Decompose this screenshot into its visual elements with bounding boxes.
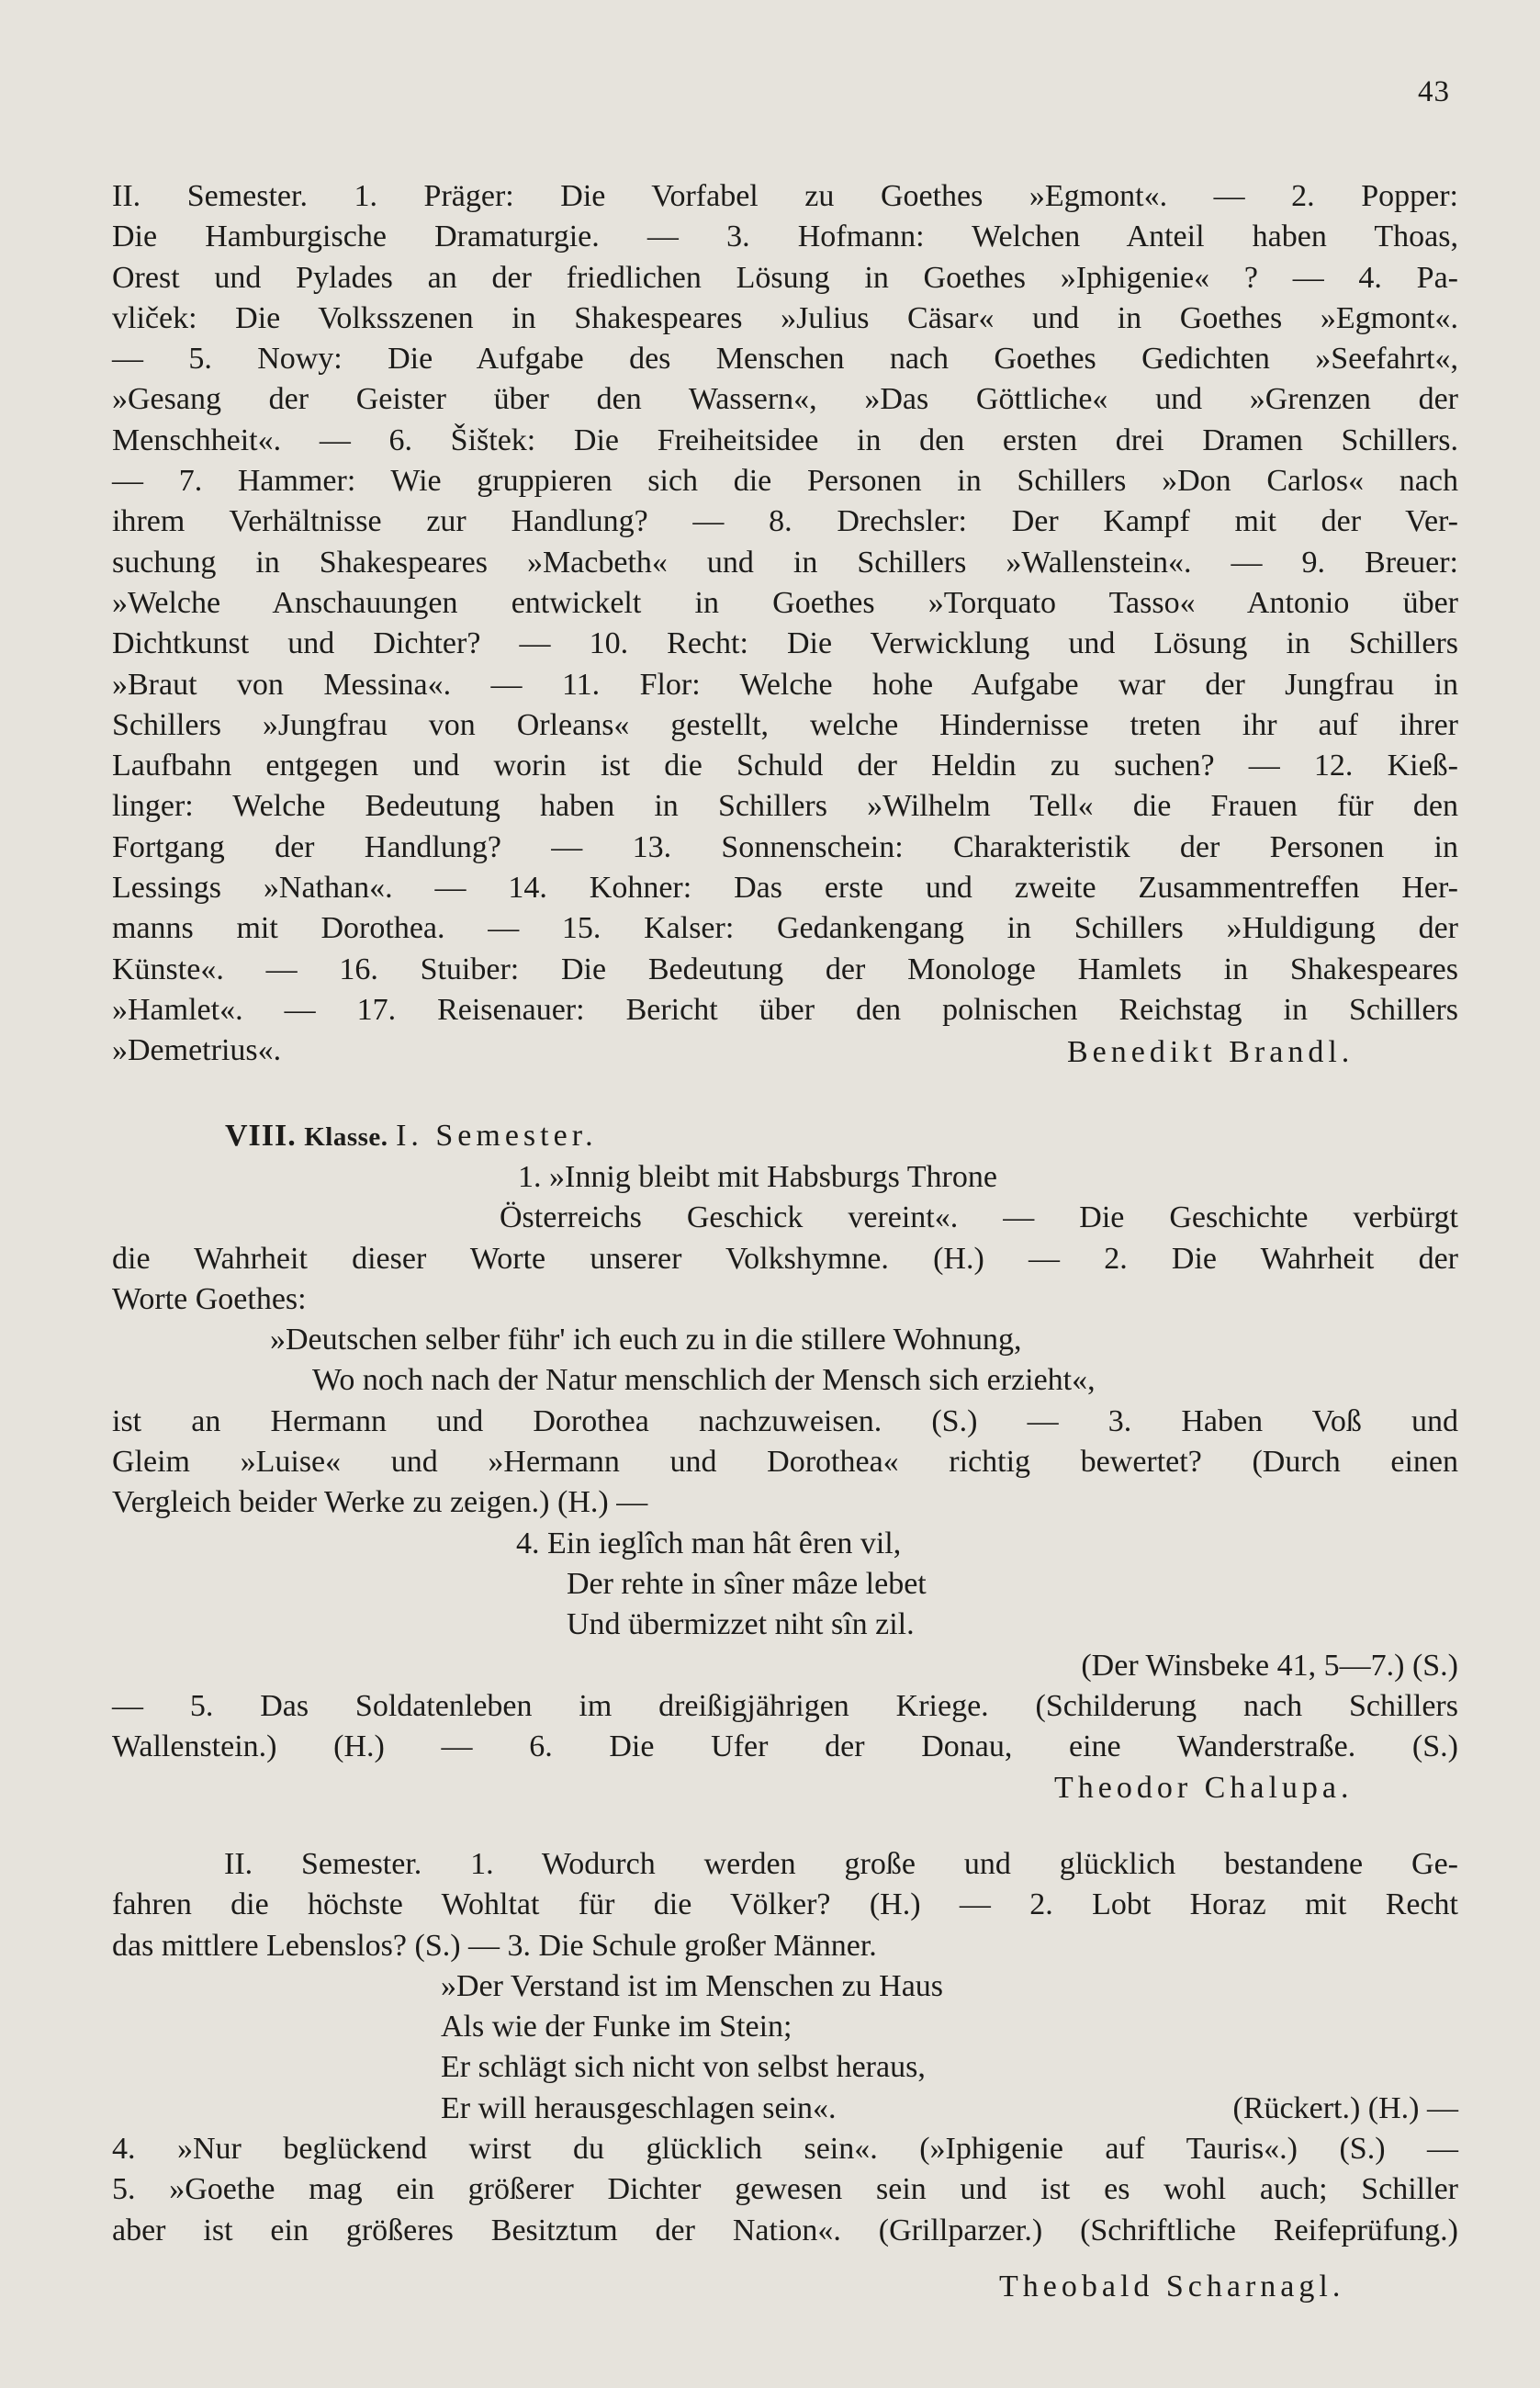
text-line: Laufbahn entgegen und worin ist die Schuld der Heldin zu suchen? — 12. Kieß- xyxy=(112,749,1458,783)
text-line: — 5. Das Soldatenleben im dreißigjährigen Kriege. (Schilderung nach Schillers xyxy=(112,1688,1458,1723)
text-line: manns mit Dorothea. — 15. Kalser: Gedankengang in Schillers »Huldigung der xyxy=(112,911,1458,946)
text-line: ist an Hermann und Dorothea nachzuweisen. (S.) — 3. Haben Voß und xyxy=(112,1403,1458,1438)
poem-line: Wo noch nach der Natur menschlich der Mensch sich erzieht«, xyxy=(312,1363,1096,1398)
text-line: 4. »Nur beglückend wirst du glücklich sein«. (»Iphigenie auf Tauris«.) (S.) — xyxy=(112,2132,1458,2167)
poem-line: Und übermizzet niht sîn zil. xyxy=(567,1607,915,1642)
text-line: — 7. Hammer: Wie gruppieren sich die Personen in Schillers »Don Carlos« nach xyxy=(112,464,1458,499)
page-number: 43 xyxy=(1418,75,1450,108)
citation-line: (Der Winsbeke 41, 5—7.) (S.) xyxy=(1081,1648,1458,1683)
text-line: Österreichs Geschick vereint«. — Die Geschichte verbürgt xyxy=(500,1200,1458,1235)
text-line: »Braut von Messina«. — 11. Flor: Welche hohe Aufgabe war der Jungfrau in xyxy=(112,667,1458,702)
text-line: 1. »Innig bleibt mit Habsburgs Throne xyxy=(518,1160,997,1194)
text-line: Wallenstein.) (H.) — 6. Die Ufer der Donau, eine Wanderstraße. (S.) xyxy=(112,1729,1458,1764)
poem-line: Er schlägt sich nicht von selbst heraus, xyxy=(441,2050,926,2085)
text-line: »Demetrius«. xyxy=(112,1033,282,1068)
section-viii-sem1 xyxy=(112,1157,1458,1767)
text-line: II. Semester. 1. Präger: Die Vorfabel zu Goethes »Egmont«. — 2. Popper: xyxy=(112,179,1458,213)
section-viii-heading xyxy=(225,1119,598,1154)
poem-line: Als wie der Funke im Stein; xyxy=(441,2010,792,2044)
heading-klasse: Klasse. xyxy=(304,1122,388,1152)
text-line: vliček: Die Volksszenen in Shakespeares »Julius Cäsar« und in Goethes »Egmont«. xyxy=(112,300,1458,335)
text-line: fahren die höchste Wohltat für die Völker? (H.) — 2. Lobt Horaz mit Recht xyxy=(112,1887,1458,1922)
text-line: Gleim »Luise« und »Hermann und Dorothea« richtig bewertet? (Durch einen xyxy=(112,1445,1458,1480)
text-line: »Gesang der Geister über den Wassern«, »Das Göttliche« und »Grenzen der xyxy=(112,382,1458,417)
text-line: Menschheit«. — 6. Šištek: Die Freiheitsidee in den ersten drei Dramen Schillers. xyxy=(112,422,1458,457)
section-viii-sem2 xyxy=(112,1844,1458,2251)
text-line: die Wahrheit dieser Worte unserer Volkshymne. (H.) — 2. Die Wahrheit der xyxy=(112,1241,1458,1276)
poem-line: »Der Verstand ist im Menschen zu Haus xyxy=(441,1968,944,2003)
signature-scharnagl: Theobald Scharnagl. xyxy=(999,2270,1345,2304)
text-line: Dichtkunst und Dichter? — 10. Recht: Die Verwicklung und Lösung in Schillers xyxy=(112,626,1458,661)
text-line: Orest und Pylades an der friedlichen Lösung in Goethes »Iphigenie« ? — 4. Pa- xyxy=(112,260,1458,295)
text-line: »Hamlet«. — 17. Reisenauer: Bericht über den polnischen Reichstag in Schillers xyxy=(112,992,1458,1027)
poem-line: 4. Ein ieglîch man hât êren vil, xyxy=(516,1526,902,1560)
text-line: das mittlere Lebenslos? (S.) — 3. Die Schule großer Männer. xyxy=(112,1928,877,1963)
poem-line: Er will herausgeschlagen sein«. xyxy=(441,2090,837,2125)
text-line: »Welche Anschauungen entwickelt in Goethes »Torquato Tasso« Antonio über xyxy=(112,585,1458,620)
poem-line: Der rehte in sîner mâze lebet xyxy=(567,1566,927,1601)
text-line: Die Hamburgische Dramaturgie. — 3. Hofmann: Welchen Anteil haben Thoas, xyxy=(112,220,1458,254)
text-line: linger: Welche Bedeutung haben in Schillers »Wilhelm Tell« die Frauen für den xyxy=(112,789,1458,824)
text-line: Fortgang der Handlung? — 13. Sonnenschein: Charakteristik der Personen in xyxy=(112,829,1458,864)
text-line: Schillers »Jungfrau von Orleans« gestellt, welche Hindernisse treten ihr auf ihrer xyxy=(112,707,1458,742)
text-line: Worte Goethes: xyxy=(112,1281,307,1316)
section-vii-paragraph xyxy=(112,176,1458,1072)
text-line: 5. »Goethe mag ein größerer Dichter gewesen sein und ist es wohl auch; Schiller xyxy=(112,2172,1458,2207)
text-line: ihrem Verhältnisse zur Handlung? — 8. Drechsler: Der Kampf mit der Ver- xyxy=(112,504,1458,539)
signature-brandl: Benedikt Brandl. xyxy=(1067,1035,1355,1069)
text-line: suchung in Shakespeares »Macbeth« und in Schillers »Wallenstein«. — 9. Breuer: xyxy=(112,545,1458,580)
heading-class-number: VIII. xyxy=(225,1119,297,1153)
text-line: Künste«. — 16. Stuiber: Die Bedeutung der Monologe Hamlets in Shakespeares xyxy=(112,952,1458,986)
heading-semester: I. Semester. xyxy=(396,1119,598,1153)
text-line: II. Semester. 1. Wodurch werden große und glücklich bestandene Ge- xyxy=(224,1847,1458,1881)
text-line: Lessings »Nathan«. — 14. Kohner: Das erste und zweite Zusammentreffen Her- xyxy=(112,871,1458,906)
poem-line-with-citation xyxy=(112,2089,1458,2129)
citation: (Rückert.) (H.) — xyxy=(1232,2090,1458,2125)
text-line: — 5. Nowy: Die Aufgabe des Menschen nach Goethes Gedichten »Seefahrt«, xyxy=(112,342,1458,377)
text-line: aber ist ein größeres Besitztum der Nation«. (Grillparzer.) (Schriftliche Reifeprüfung.) xyxy=(112,2213,1458,2247)
text-line: Vergleich beider Werke zu zeigen.) (H.) — xyxy=(112,1485,648,1520)
poem-line: »Deutschen selber führ' ich euch zu in die stillere Wohnung, xyxy=(270,1323,1022,1357)
signature-chalupa: Theodor Chalupa. xyxy=(1054,1771,1354,1805)
